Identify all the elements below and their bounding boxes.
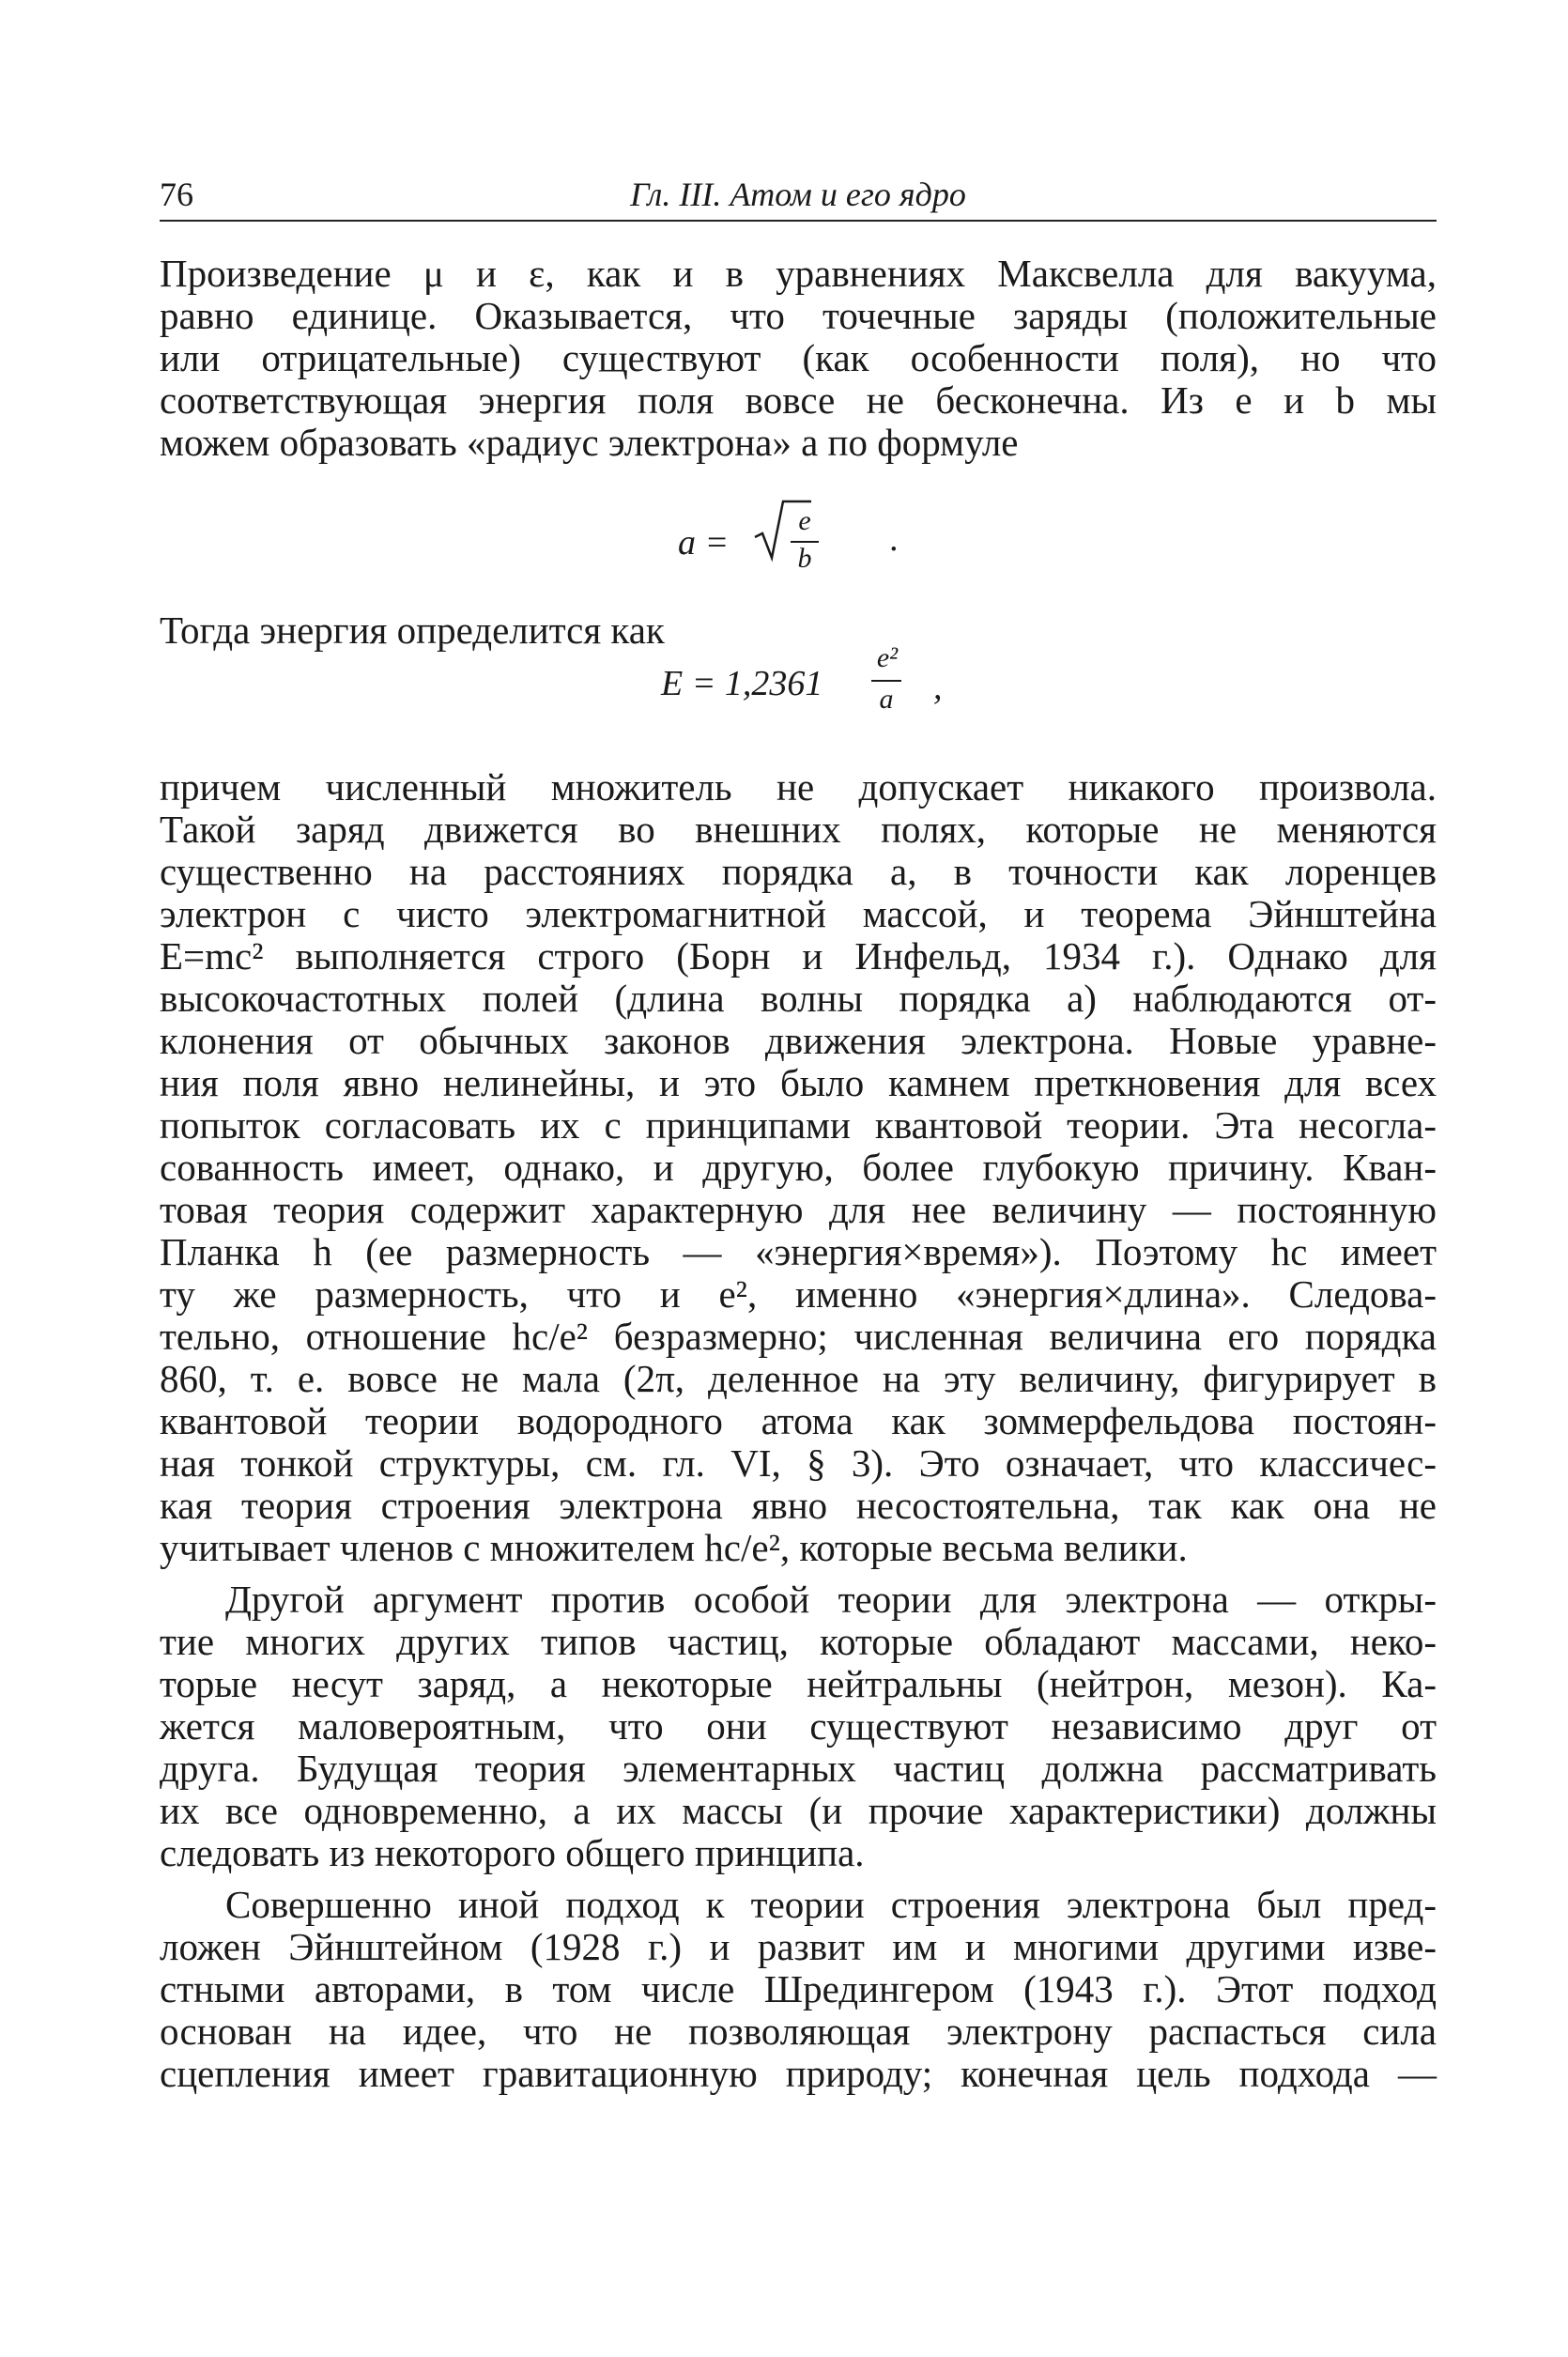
page-number: 76 [160, 176, 193, 213]
text-line: жется маловероятным, что они существуют независимо друг от [160, 1704, 1437, 1748]
text-line: сованность имеет, однако, и другую, более глубокую причину. Кван- [160, 1146, 1437, 1189]
text-line: 860, т. е. вовсе не мала (2π, деленное на эту величину, фигурирует в [160, 1357, 1437, 1400]
text-line: ложен Эйнштейном (1928 г.) и развит им и многими другими изве- [160, 1925, 1437, 1968]
text-line: товая теория содержит характерную для нее величину — постоянную [160, 1188, 1437, 1231]
text-line: клонения от обычных законов движения электрона. Новые уравне- [160, 1019, 1437, 1062]
text-line: электрон с чисто электромагнитной массой, и теорема Эйнштейна [160, 892, 1437, 935]
formula-lhs: a = [678, 523, 730, 562]
text-line: ния поля явно нелинейны, и это было камнем преткновения для всех [160, 1061, 1437, 1104]
text-line: тие многих других типов частиц, которые обладают массами, неко- [160, 1620, 1437, 1663]
running-title: Гл. III. Атом и его ядро [630, 176, 966, 213]
text-line: стными авторами, в том числе Шредингером (1943 г.). Этот подход [160, 1967, 1437, 2010]
text-line: существенно на расстояниях порядка a, в точности как лоренцев [160, 850, 1437, 893]
text-line: следовать из некоторого общего принципа. [160, 1831, 865, 1874]
text-line: тельно, отношение hc/e² безразмерно; численная величина его порядка [160, 1315, 1437, 1358]
text-line: высокочастотных полей (длина волны порядка a) наблюдаются от- [160, 977, 1437, 1020]
text-line: ная тонкой структуры, см. гл. VI, § 3). Это означает, что классичес- [160, 1441, 1437, 1485]
formula-numerator: e [798, 505, 811, 536]
text-line: торые несут заряд, а некоторые нейтральны (нейтрон, мезон). Ка- [160, 1662, 1437, 1705]
text-line: равно единице. Оказывается, что точечные заряды (положительные [160, 294, 1437, 337]
text-line: или отрицательные) существуют (как особенности поля), но что [160, 336, 1437, 379]
text-line: Планка h (ее размерность — «энергия×время»). Поэтому hc имеет [160, 1230, 1437, 1273]
text-line: Совершенно иной подход к теории строения электрона был пред- [225, 1883, 1437, 1926]
text-line: основан на идее, что не позволяющая электрону распасться сила [160, 2010, 1437, 2053]
formula-numerator: e² [876, 642, 899, 673]
formula-denominator: b [797, 543, 812, 574]
text-line: Такой заряд движется во внешних полях, которые не меняются [160, 808, 1437, 851]
formula-punctuation: . [890, 519, 899, 559]
text-line: квантовой теории водородного атома как зоммерфельдова постоян- [160, 1399, 1437, 1442]
formula-punctuation: , [933, 668, 943, 707]
formula-denominator: a [879, 684, 894, 715]
text-line: сцепления имеет гравитационную природу; конечная цель подхода — [160, 2052, 1437, 2095]
text-line: Произведение μ и ε, как и в уравнениях Максвелла для вакуума, [160, 252, 1437, 295]
text-line: ту же размерность, что и e², именно «энергия×длина». Следова- [160, 1272, 1437, 1316]
text-line: кая теория строения электрона явно несостоятельна, так как она не [160, 1484, 1437, 1527]
connector-line: Тогда энергия определится как [160, 609, 665, 652]
text-line: учитывает членов с множителем hc/e², которые весьма велики. [160, 1526, 1188, 1569]
text-line: соответствующая энергия поля вовсе не бесконечна. Из e и b мы [160, 378, 1437, 422]
formula-lhs: E = 1,2361 [661, 664, 823, 703]
running-header [160, 171, 1437, 222]
text-line: причем численный множитель не допускает никакого произвола. [160, 765, 1437, 809]
text-line: Другой аргумент против особой теории для электрона — откры- [225, 1578, 1437, 1621]
text-line: их все одновременно, а их массы (и прочие характеристики) должны [160, 1789, 1437, 1832]
fraction-bar [871, 680, 901, 682]
text-line: попыток согласовать их с принципами квантовой теории. Эта несогла- [160, 1103, 1437, 1147]
text-line: E=mc² выполняется строго (Борн и Инфельд, 1934 г.). Однако для [160, 934, 1437, 978]
text-line: друга. Будущая теория элементарных частиц должна рассматривать [160, 1747, 1437, 1790]
text-line: можем образовать «радиус электрона» a по формуле [160, 421, 1019, 464]
